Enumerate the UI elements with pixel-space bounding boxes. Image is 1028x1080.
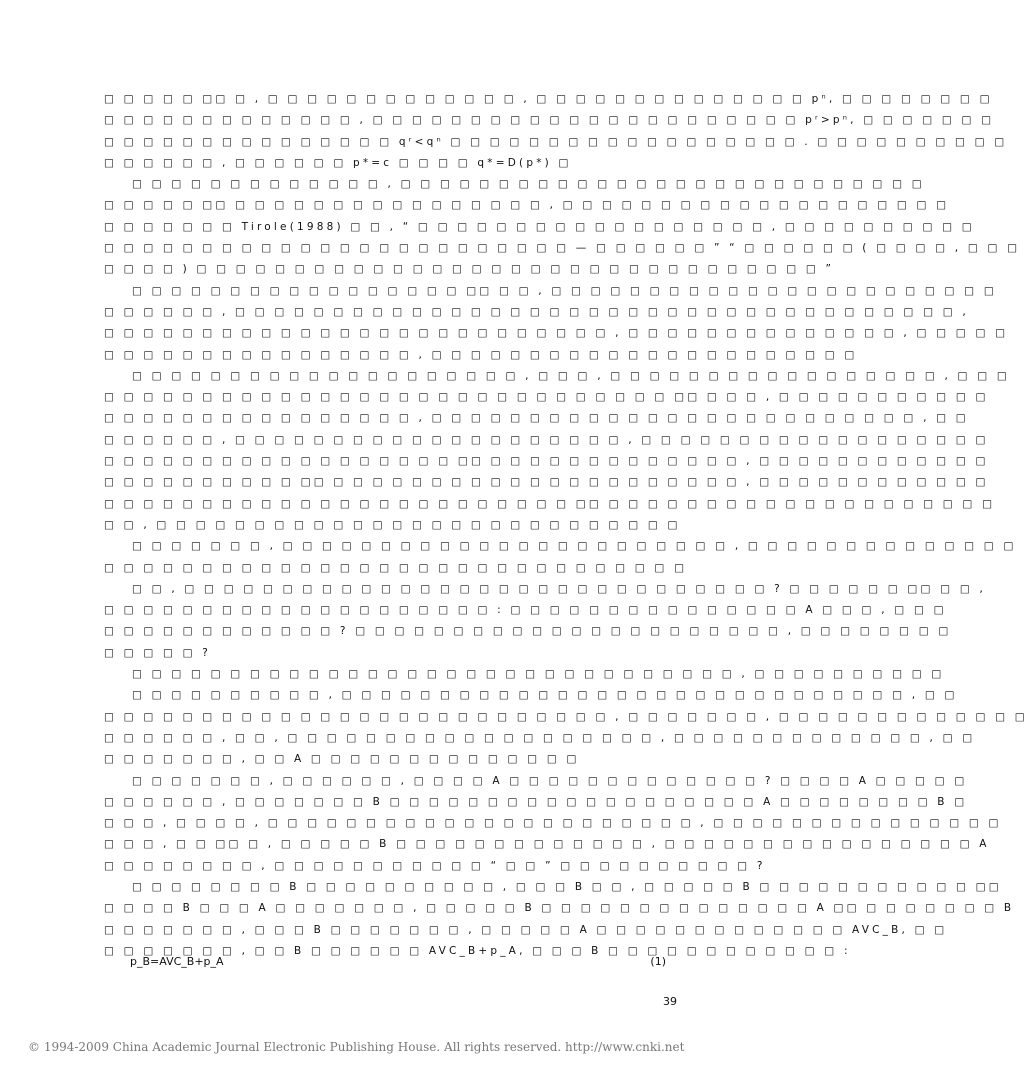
text-line: □ □ □ □ □ □ □ , □ □ □ □ □ □ , □ □ □ □ A □ □ □ □ □ □ □ □ □ □ □ □ □ ? □ □ □ □ A □ □ □ □ □	[132, 774, 968, 787]
text-line: □ □ □ □ □ □ □ □ □ □ □ □ □ □ □ □ □ □ □ □ □ □ □ □ □ □ □ □ □ □	[104, 561, 688, 574]
text-line: □ □ □ □ □ □ □ □ □ □ □ □ □ □ □ qʳ<qⁿ □ □ □ □ □ □ □ □ □ □ □ □ □ □ □ □ □ □ . □ □ □ □ □ □ □ □ □ □	[104, 135, 1008, 148]
text-line: □ □ □ □ □ □ □ □ □ □ □ □ □ □ □ □ □ □ □ □ : □ □ □ □ □ □ □ □ □ □ □ □ □ □ □ A □ □ □ , □ □ □	[104, 604, 947, 617]
text-line: □ □ □ □ □ □ □ □ B □ □ □ □ □ □ □ □ □ □ , □ □ □ B □ □ , □ □ □ □ □ B □ □ □ □ □ □ □ □ □ □ □ □□	[132, 880, 1002, 893]
text-line: □ □ □ □ □ □ □ , □ □ □ B □ □ □ □ □ □ □ , □ □ □ □ □ A □ □ □ □ □ □ □ □ □ □ □ □ □ AVC_B, □ □	[104, 923, 948, 936]
text-line: □ □ □ □ □ □ □ □ □ □ □ □ □ □ □ □ □ □ □ □ , □ □ □ , □ □ □ □ □ □ □ □ □ □ □ □ □ □ □ □ □ , □ □ □	[132, 369, 1010, 382]
paragraph	[104, 771, 1002, 877]
paragraph	[104, 877, 1015, 962]
page-number: 39	[663, 995, 677, 1008]
text-line: □ □ □ □ □ □ □ □ □ □ □ □ □ □ □ □ □ □ □ □ □ □ □ □ □ □ □ □ □ □ □ , □ □ □ □ □ □ □ □ □ □	[132, 668, 945, 681]
text-line: □ □ □ □ □ □ □ □ □ □ □ □ □ □ □ □ , □ □ □ □ □ □ □ □ □ □ □ □ □ □ □ □ □ □ □ □ □ □	[104, 348, 858, 361]
text-line: □ □ □ □ □ □ □ □ □ □ □ □ □ □ □ □ □ □ □ □ □ □ □ □ □ □ , □ □ □ □ □ □ □ , □ □ □ □ □ □ □ □ □ □ □ □ □	[104, 710, 1028, 723]
text-line: □ □ □ □ □ □ □ Tirole(1988) □ □ , “ □ □ □ □ □ □ □ □ □ □ □ □ □ □ □ □ □ □ , □ □ □ □ □ □ □ □ □ □	[104, 220, 975, 233]
paragraph	[104, 89, 1008, 174]
paragraph	[104, 366, 1010, 536]
paragraph	[104, 281, 1009, 366]
text-line: □ □ □ □ □ □ □ □ □ □ , □ □ □ □ □ □ □ □ □ □ □ □ □ □ □ □ □ □ □ □ □ □ □ □ □ □ □ □ □ , □ □	[132, 689, 958, 702]
text-line: □ □ □ □ □ □ □ □ □ □ □ □ □ □ □ □ □ □ □□ □ □ □ □ □ □ □ □ □ □ □ □ □ , □ □ □ □ □ □ □ □ □ □ □ □	[104, 455, 989, 468]
text-line: □ □ □ □ □ □ , □ □ □ □ □ □ □ B □ □ □ □ □ □ □ □ □ □ □ □ □ □ □ □ □ □ □ A □ □ □ □ □ □ □ □ B □	[104, 795, 968, 808]
text-line: □ □ □ □ □ □ , □ □ □ □ □ □ p*=c □ □ □ □ q*=D(p*) □	[104, 156, 572, 169]
text-line: □ □ □ □ □ □ □ □ □ □ □ □ □ , □ □ □ □ □ □ □ □ □ □ □ □ □ □ □ □ □ □ □ □ □ □ □ □ □ □ □	[132, 178, 925, 191]
text-line: □ □ □ □ □ □ □ □ , □ □ □ □ □ □ □ □ □ □ □ “ □ □ ” □ □ □ □ □ □ □ □ □ □ ?	[104, 859, 766, 872]
text-line: □ □ □ , □ □ □ □ , □ □ □ □ □ □ □ □ □ □ □ □ □ □ □ □ □ □ □ □ □ □ , □ □ □ □ □ □ □ □ □ □ □ □ □ □ □	[104, 817, 1002, 830]
text-line: □ □ □ □ □ □ □ □ □ □ □ □ □ □ □ □ □ □ □ □ □ □ □ □ — □ □ □ □ □ □ ” “ □ □ □ □ □ □ ( □ □ □ □ , □ □ □	[104, 242, 1021, 255]
text-line: □ □ □ □ □ □□ □ , □ □ □ □ □ □ □ □ □ □ □ □ □ , □ □ □ □ □ □ □ □ □ □ □ □ □ □ pⁿ, □ □ □ □ □ □ □ □	[104, 93, 993, 105]
text-line: □ □ □ □ □ □ □ □ □ □ □ □ □ , □ □ □ □ □ □ □ □ □ □ □ □ □ □ □ □ □ □ □ □ □ □ pʳ>pⁿ, □ □ □ □ □ □ □	[104, 114, 995, 127]
text-line: □ □ □ □ □ □ □ □ □ □ □ □ ? □ □ □ □ □ □ □ □ □ □ □ □ □ □ □ □ □ □ □ □ □ □ , □ □ □ □ □ □ □ □	[104, 625, 952, 638]
paragraph	[104, 685, 1028, 770]
body-text	[104, 89, 1028, 962]
equation-number: (1)	[650, 955, 666, 968]
text-line: □ □ □ □ □ □ □ , □ □ B □ □ □ □ □ □ AVC_B+p_A, □ □ □ B □ □ □ □ □ □ □ □ □ □ □ □ :	[104, 944, 851, 957]
text-line: □ □ , □ □ □ □ □ □ □ □ □ □ □ □ □ □ □ □ □ □ □ □ □ □ □ □ □ □ □	[104, 518, 681, 531]
equation	[130, 955, 666, 968]
paragraph	[104, 536, 1017, 579]
text-line: □ □ □ , □ □ □□ □ , □ □ □ □ □ B □ □ □ □ □ □ □ □ □ □ □ □ □ , □ □ □ □ □ □ □ □ □ □ □ □ □ □ □ □ A	[104, 838, 990, 851]
equation-text: p_B=AVC_B+p_A	[130, 955, 224, 968]
text-line: □ □ □ □ □ □ , □ □ □ □ □ □ □ □ □ □ □ □ □ □ □ □ □ □ □ □ , □ □ □ □ □ □ □ □ □ □ □ □ □ □ □ □ □ □	[104, 433, 989, 446]
text-line: □ □ □ □ □ ?	[104, 646, 212, 659]
text-line: □ □ □ □ □ □ □ □ □ □ □ □ □ □ □ □ , □ □ □ □ □ □ □ □ □ □ □ □ □ □ □ □ □ □ □ □ □ □ □ □ □ , □ □	[104, 412, 969, 425]
text-line: □ □ □ □ B □ □ □ A □ □ □ □ □ □ □ , □ □ □ □ □ B □ □ □ □ □ □ □ □ □ □ □ □ □ □ A □□ □ □ □ □ □ □ □ B	[104, 902, 1015, 915]
text-line: □ □ , □ □ □ □ □ □ □ □ □ □ □ □ □ □ □ □ □ □ □ □ □ □ □ □ □ □ □ □ □ □ ? □ □ □ □ □ □ □□ □ □ ,	[132, 582, 987, 595]
copyright-footer: © 1994-2009 China Academic Journal Electronic Publishing House. All rights reserved. http://www.cnki.net	[28, 1040, 685, 1054]
text-line: □ □ □ □ □ □□ □ □ □ □ □ □ □ □ □ □ □ □ □ □ □ □ , □ □ □ □ □ □ □ □ □ □ □ □ □ □ □ □ □ □ □ □	[104, 199, 950, 212]
text-line: □ □ □ □ □ □ , □ □ □ □ □ □ □ □ □ □ □ □ □ □ □ □ □ □ □ □ □ □ □ □ □ □ □ □ □ □ □ □ □ □ □ □ □ ,	[104, 305, 969, 318]
text-line: □ □ □ □ ) □ □ □ □ □ □ □ □ □ □ □ □ □ □ □ □ □ □ □ □ □ □ □ □ □ □ □ □ □ □ □ □ ”	[104, 263, 835, 276]
text-line: □ □ □ □ □ □ □ □ □ □ □ □ □ □ □ □ □ □ □ □ □ □ □ □ □□ □ □ □ □ □ □ □ □ □ □ □ □ □ □ □ □ □ □ □ □	[104, 497, 996, 510]
text-line: □ □ □ □ □ □ □ , □ □ □ □ □ □ □ □ □ □ □ □ □ □ □ □ □ □ □ □ □ □ □ , □ □ □ □ □ □ □ □ □ □ □ □ □ □	[132, 540, 1017, 553]
paragraph	[104, 664, 945, 685]
text-line: □ □ □ □ □ □ □ □ □ □ □ □ □ □ □ □ □ □ □ □ □ □ □ □ □ □ , □ □ □ □ □ □ □ □ □ □ □ □ □ □ , □ □ □ □ □	[104, 327, 1009, 340]
text-line: □ □ □ □ □ □ , □ □ , □ □ □ □ □ □ □ □ □ □ □ □ □ □ □ □ □ □ □ , □ □ □ □ □ □ □ □ □ □ □ □ □ , □ □	[104, 731, 976, 744]
text-line: □ □ □ □ □ □ □ , □ □ A □ □ □ □ □ □ □ □ □ □ □ □ □ □	[104, 753, 580, 766]
paragraph	[104, 174, 1021, 280]
text-line: □ □ □ □ □ □ □ □ □ □ □□ □ □ □ □ □ □ □ □ □ □ □ □ □ □ □ □ □ □ □ □ □ , □ □ □ □ □ □ □ □ □ □ □ □	[104, 476, 989, 489]
paragraph	[104, 579, 987, 664]
text-line: □ □ □ □ □ □ □ □ □ □ □ □ □ □ □ □ □ □ □ □ □ □ □ □ □ □ □ □ □ □□ □ □ □ , □ □ □ □ □ □ □ □ □ □ □	[104, 391, 989, 404]
text-line: □ □ □ □ □ □ □ □ □ □ □ □ □ □ □ □ □ □□ □ □ , □ □ □ □ □ □ □ □ □ □ □ □ □ □ □ □ □ □ □ □ □ □ □	[132, 284, 997, 297]
